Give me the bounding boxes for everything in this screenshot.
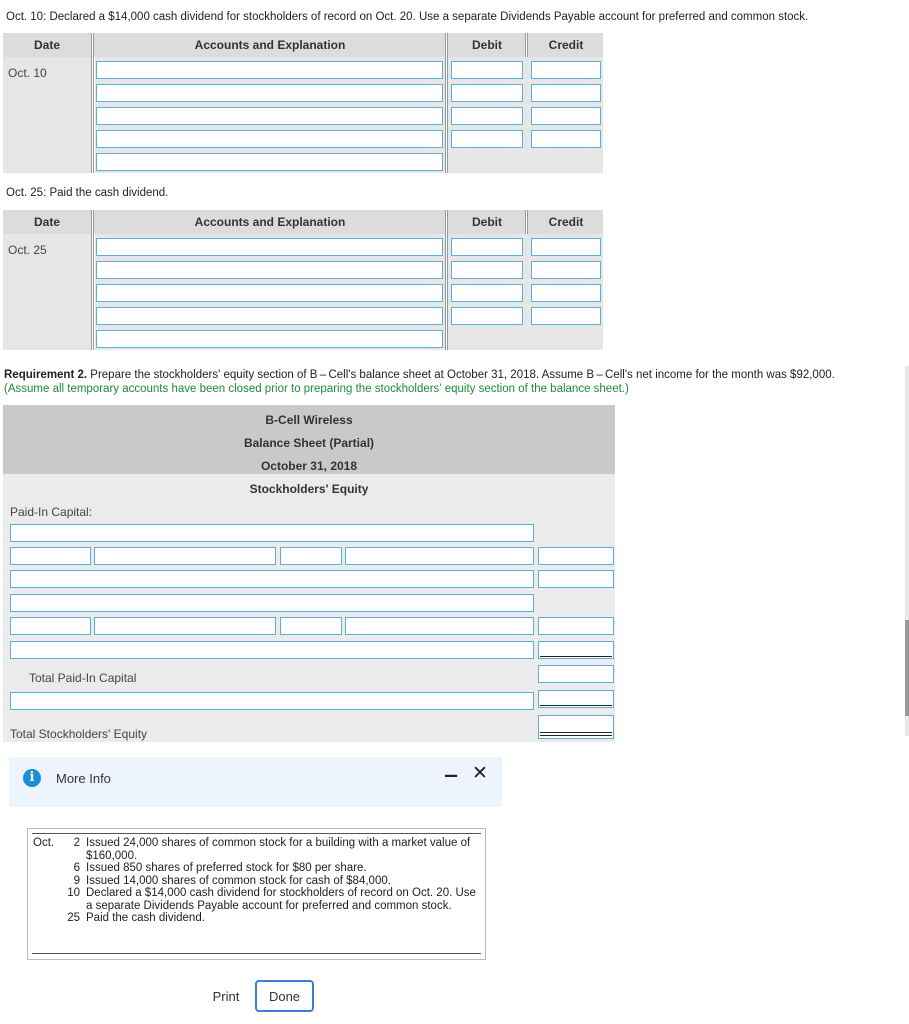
equity-amount-input[interactable] [538, 570, 614, 588]
account-input[interactable] [96, 61, 443, 79]
equity-line-input[interactable] [10, 692, 534, 710]
credit-input[interactable] [531, 238, 601, 256]
scrollbar-thumb[interactable] [905, 620, 909, 716]
more-info-title: More Info [56, 771, 111, 786]
header-date: Date [33, 215, 60, 229]
credit-input[interactable] [531, 284, 601, 302]
equity-line-input[interactable] [10, 594, 534, 612]
total-paid-in-label: Total Paid-In Capital [29, 671, 137, 685]
equity-line-input[interactable] [94, 617, 276, 635]
account-input[interactable] [96, 284, 443, 302]
done-button[interactable]: Done [255, 980, 314, 1012]
journal-table-oct25 [3, 210, 603, 350]
more-info-content [27, 828, 486, 960]
account-input[interactable] [96, 84, 443, 102]
transaction-month: Oct. [33, 837, 55, 849]
date-oct25: Oct. 25 [8, 243, 47, 257]
equity-line-input[interactable] [10, 570, 534, 588]
info-icon: i [23, 769, 41, 787]
debit-input[interactable] [451, 238, 523, 256]
print-button[interactable]: Print [203, 980, 249, 1012]
header-debit: Debit [472, 215, 502, 229]
equity-line-input[interactable] [280, 617, 342, 635]
requirement-body: Prepare the stockholders' equity section of B – Cell's balance sheet at October 31, 2018. Assume B – Cell's net income for the month was $92,000. [87, 369, 835, 381]
header-debit: Debit [472, 38, 502, 52]
date-oct10: Oct. 10 [8, 66, 47, 80]
paid-in-capital-label: Paid-In Capital: [10, 505, 93, 519]
debit-input[interactable] [451, 261, 523, 279]
total-paid-in-input[interactable] [538, 665, 614, 683]
header-credit: Credit [548, 38, 584, 52]
close-icon[interactable]: ✕ [472, 763, 488, 784]
journal-table-oct10 [3, 33, 603, 173]
sheet-title: Balance Sheet (Partial) [243, 436, 375, 450]
credit-input[interactable] [531, 61, 601, 79]
equity-amount-input[interactable] [538, 547, 614, 565]
total-equity-label: Total Stockholders' Equity [10, 727, 148, 741]
explanation-input[interactable] [96, 153, 443, 171]
equity-line-input[interactable] [10, 641, 534, 659]
minimize-icon[interactable]: ‒ [445, 762, 458, 787]
header-credit: Credit [548, 215, 584, 229]
debit-input[interactable] [451, 307, 523, 325]
requirement-text [4, 369, 904, 381]
sheet-date: October 31, 2018 [260, 459, 358, 473]
credit-input[interactable] [531, 107, 601, 125]
company-name: B-Cell Wireless [265, 413, 353, 427]
header-date: Date [33, 38, 60, 52]
transaction-item: 25 Paid the cash dividend. [67, 912, 205, 924]
credit-input[interactable] [531, 130, 601, 148]
header-accounts: Accounts and Explanation [194, 215, 346, 229]
account-input[interactable] [96, 261, 443, 279]
account-input[interactable] [96, 307, 443, 325]
equity-line-input[interactable] [10, 617, 91, 635]
requirement-label: Requirement 2. [4, 369, 88, 381]
credit-input[interactable] [531, 84, 601, 102]
transaction-list [58, 837, 482, 925]
scrollbar-track[interactable] [905, 366, 909, 736]
equity-line-input[interactable] [10, 547, 91, 565]
debit-input[interactable] [451, 130, 523, 148]
requirement-note: (Assume all temporary accounts have been closed prior to preparing the stockholders' equity section of the balance sheet.) [4, 383, 629, 395]
account-input[interactable] [96, 130, 443, 148]
transaction-item: 2 Issued 24,000 shares of common stock for a building with a market value of $160,000. [73, 837, 471, 862]
transaction-item: 10 Declared a $14,000 cash dividend for stockholders of record on Oct. 20. Use a separate Dividends Payable account for preferred and common stock. [67, 887, 476, 912]
explanation-input[interactable] [96, 330, 443, 348]
section-title: Stockholders' Equity [249, 482, 369, 496]
debit-input[interactable] [451, 284, 523, 302]
debit-input[interactable] [451, 107, 523, 125]
equity-line-input[interactable] [280, 547, 342, 565]
equity-line-input[interactable] [94, 547, 276, 565]
account-input[interactable] [96, 107, 443, 125]
equity-amount-input[interactable] [538, 617, 614, 635]
equity-line-input[interactable] [345, 547, 534, 565]
debit-input[interactable] [451, 84, 523, 102]
prompt-oct25: Oct. 25: Paid the cash dividend. [6, 187, 169, 199]
equity-line-input[interactable] [345, 617, 534, 635]
debit-input[interactable] [451, 61, 523, 79]
prompt-oct10: Oct. 10: Declared a $14,000 cash dividend for stockholders of record on Oct. 20. Use a separate Dividends Payable account for preferred and common stock. [6, 11, 809, 23]
equity-line-input[interactable] [10, 524, 534, 542]
transaction-item: 6 Issued 850 shares of preferred stock for $80 per share. [73, 862, 367, 874]
account-input[interactable] [96, 238, 443, 256]
credit-input[interactable] [531, 307, 601, 325]
transaction-item: 9 Issued 14,000 shares of common stock for cash of $84,000. [73, 874, 391, 887]
credit-input[interactable] [531, 261, 601, 279]
header-accounts: Accounts and Explanation [194, 38, 346, 52]
